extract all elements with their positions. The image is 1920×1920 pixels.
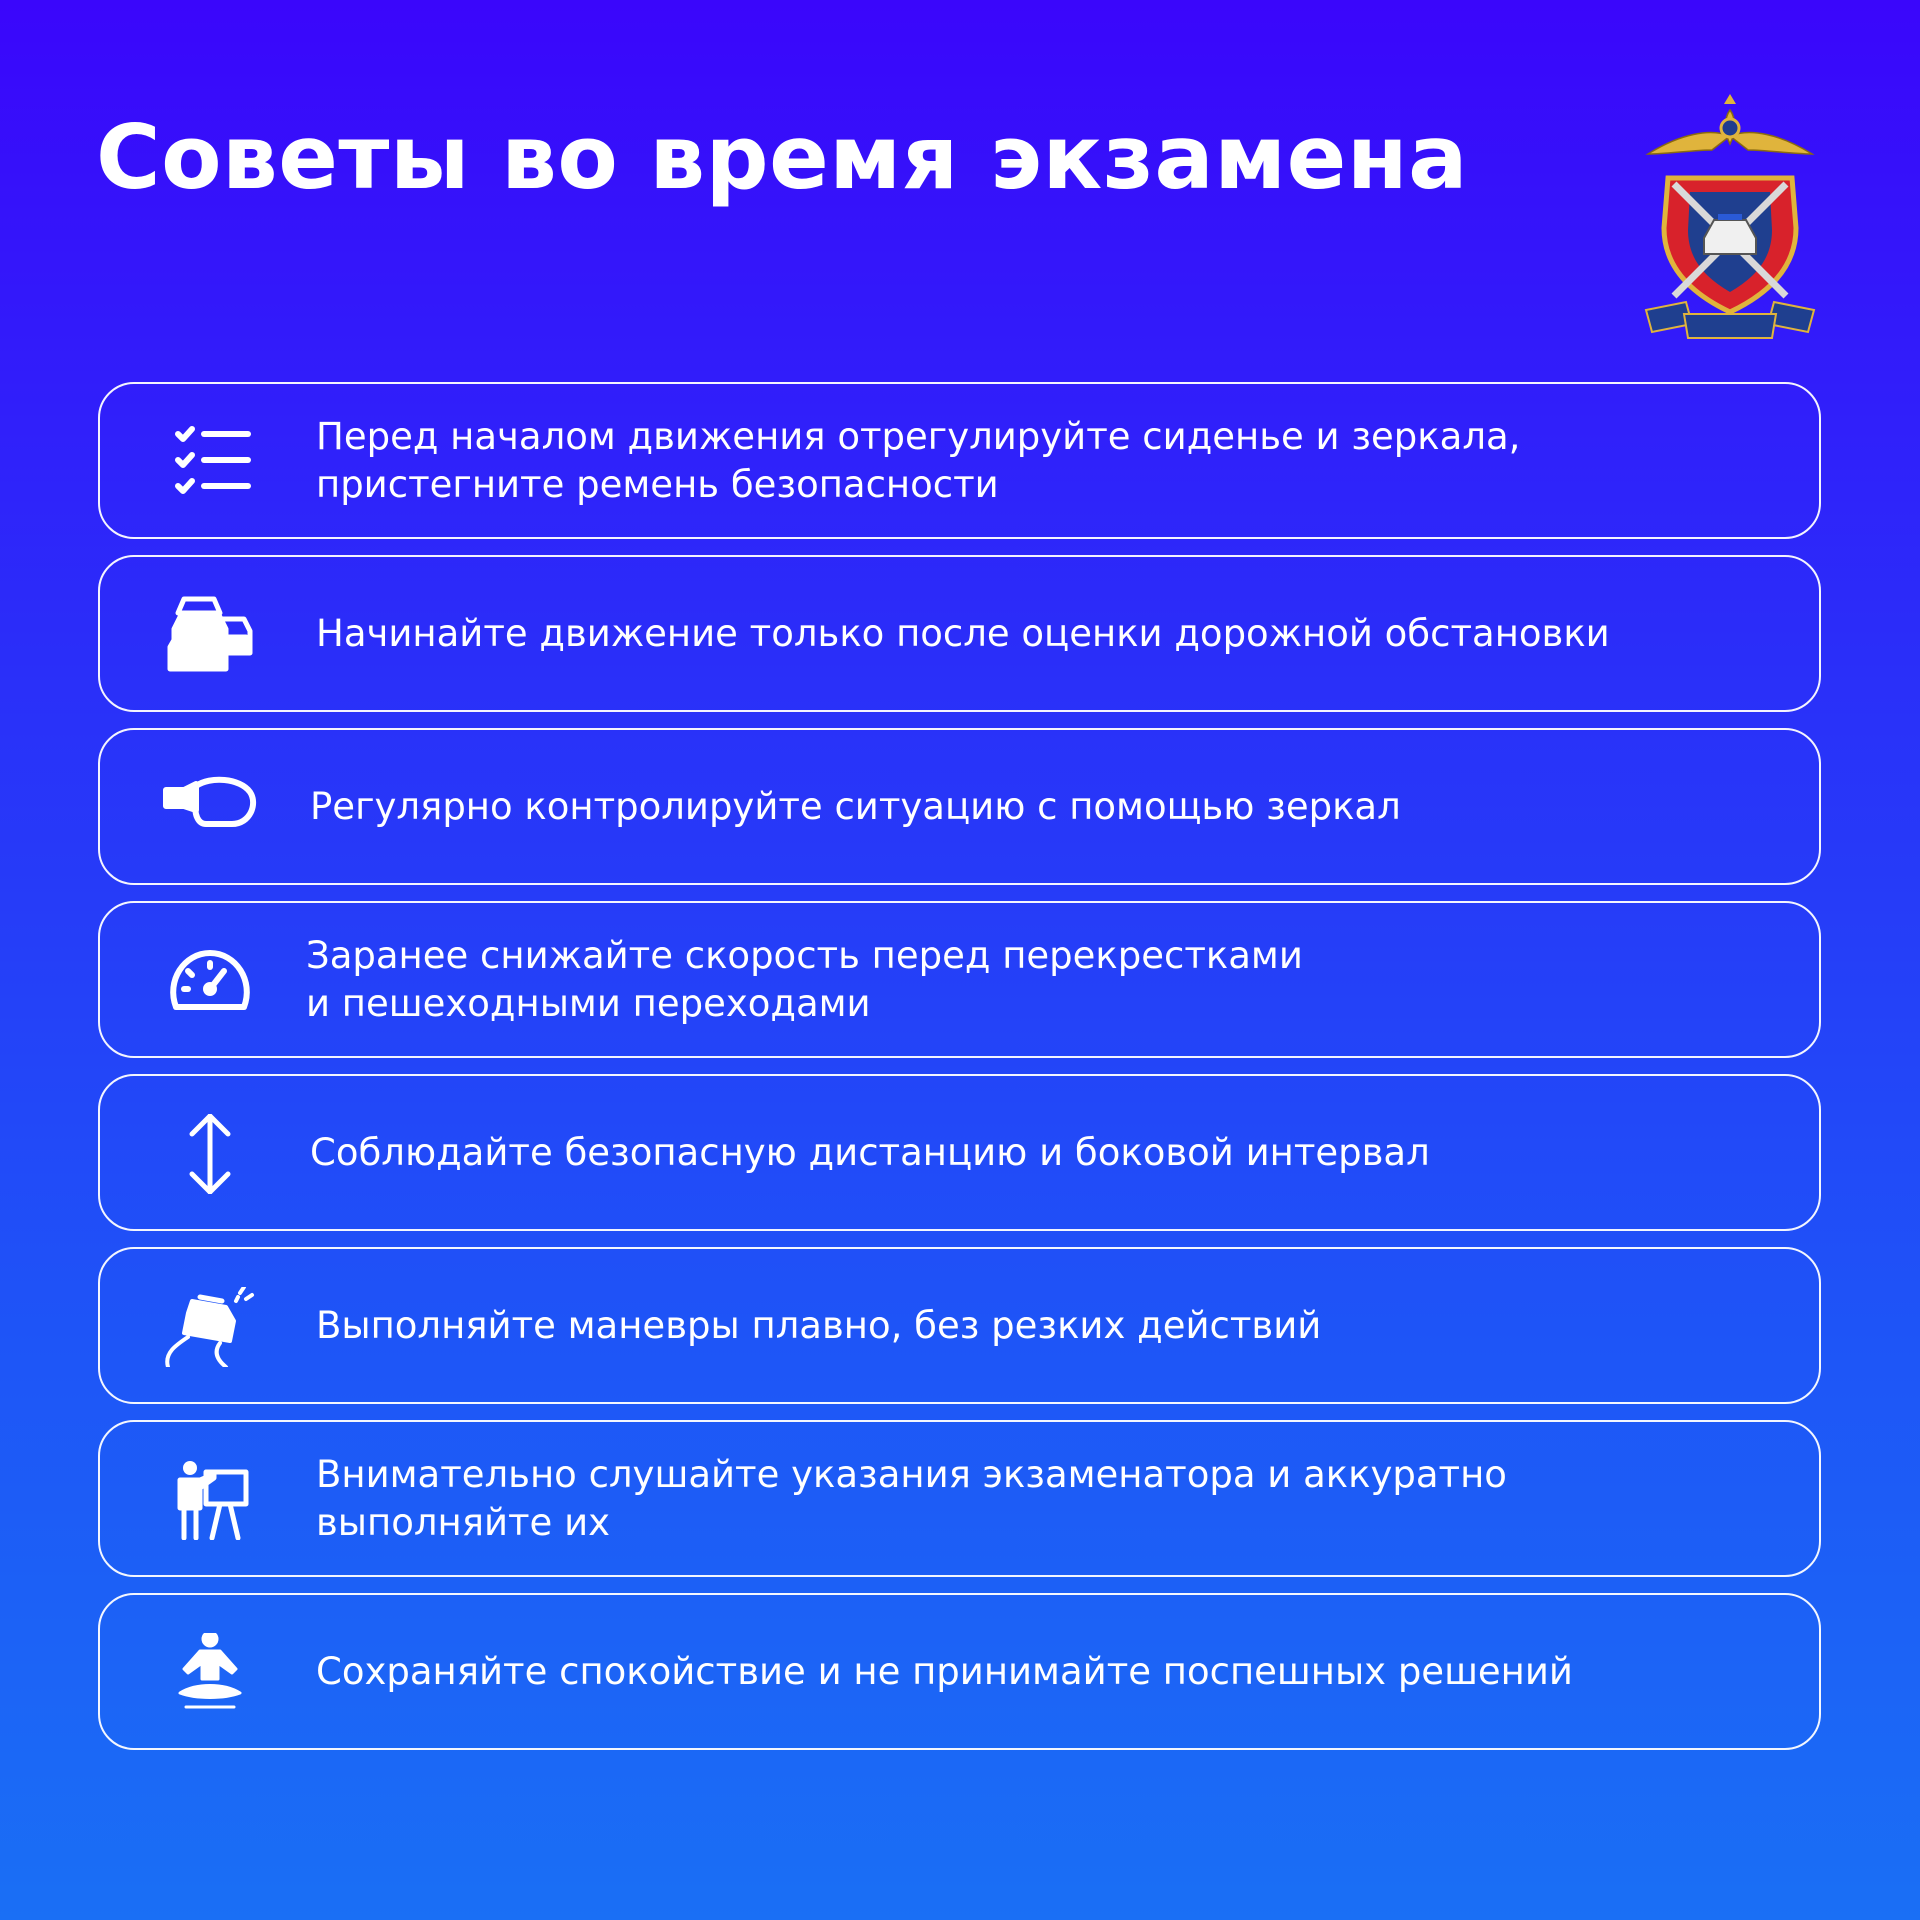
skidding-car-icon xyxy=(160,1287,260,1367)
tip-card xyxy=(98,1420,1821,1577)
tip-card xyxy=(98,901,1821,1058)
vertical-arrows-icon xyxy=(160,1114,260,1194)
tip-card xyxy=(98,1593,1821,1750)
tip-text: Внимательно слушайте указания экзаменатора и аккуратно выполняйте их xyxy=(316,1452,1507,1544)
tip-text: Перед началом движения отрегулируйте сиденье и зеркала, пристегните ремень безопасности xyxy=(316,414,1521,506)
speedometer-icon xyxy=(160,941,260,1021)
instructor-board-icon xyxy=(160,1460,260,1540)
tips-list xyxy=(98,382,1821,1766)
traffic-police-emblem-icon xyxy=(1640,88,1820,350)
tip-text: Регулярно контролируйте ситуацию с помощью зеркал xyxy=(310,784,1401,828)
meditation-icon xyxy=(160,1633,260,1713)
traffic-cars-icon xyxy=(160,595,260,675)
tip-text: Соблюдайте безопасную дистанцию и боковой интервал xyxy=(310,1130,1430,1174)
tip-card xyxy=(98,555,1821,712)
tip-card xyxy=(98,1074,1821,1231)
checklist-icon xyxy=(160,422,260,502)
tip-text: Сохраняйте спокойствие и не принимайте поспешных решений xyxy=(316,1649,1573,1693)
tip-card xyxy=(98,728,1821,885)
side-mirror-icon xyxy=(160,768,260,848)
tip-card xyxy=(98,1247,1821,1404)
tip-text: Выполняйте маневры плавно, без резких действий xyxy=(316,1303,1322,1347)
tip-card xyxy=(98,382,1821,539)
tip-text: Начинайте движение только после оценки дорожной обстановки xyxy=(316,611,1610,655)
page-title: Советы во время экзамена xyxy=(96,106,1469,209)
tip-text: Заранее снижайте скорость перед перекрестками и пешеходными переходами xyxy=(306,933,1303,1025)
